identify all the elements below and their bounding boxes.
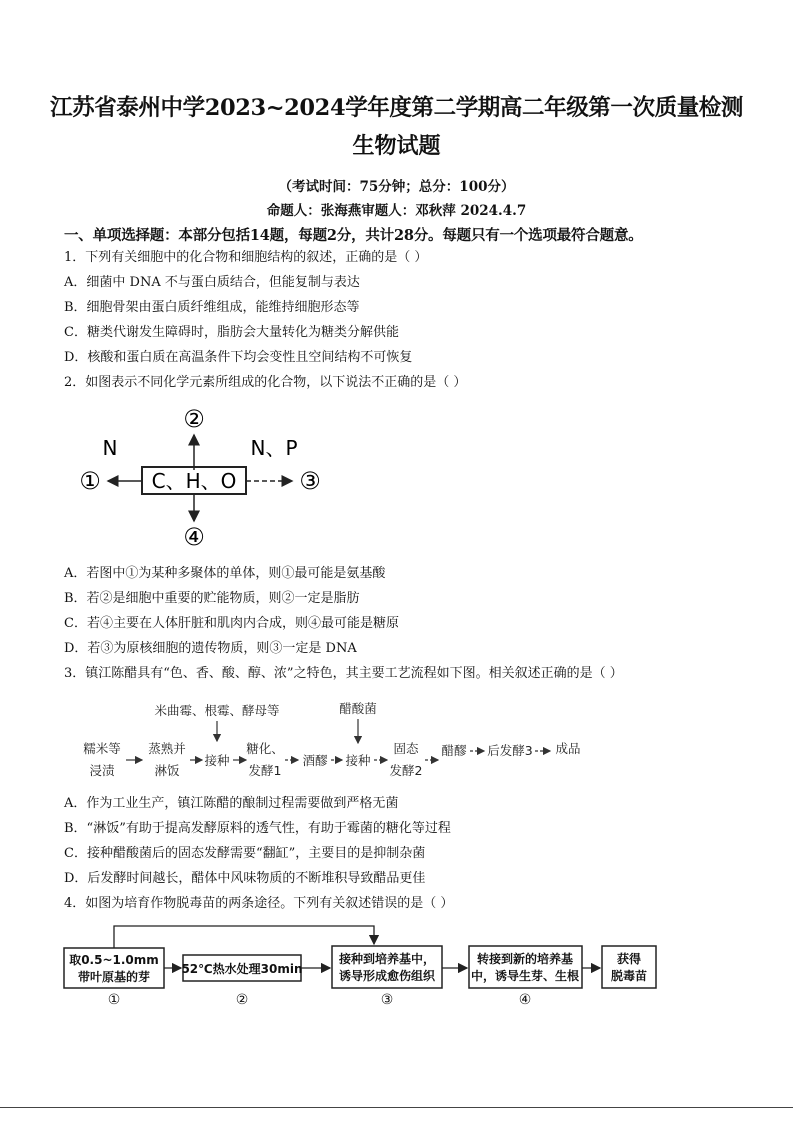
question-1-option-d: D．核酸和蛋白质在高温条件下均会变性且空间结构不可恢复 (64, 350, 413, 365)
question-2-stem: 2．如图表示不同化学元素所组成的化合物，以下说法不正确的是（ ） (64, 375, 467, 390)
exam-title: 江苏省泰州中学2023~2024学年度第二学期高二年级第一次质量检测 (50, 95, 743, 121)
q3-step-9: 后发酵3 (487, 743, 533, 758)
q3-vinegar-process-flow (80, 697, 600, 787)
q3-step-6: 接种 (345, 753, 371, 768)
exam-authors: 命题人：张海燕审题人：邓秋萍 2024.4.7 (266, 203, 527, 219)
question-2-option-b: B．若②是细胞中重要的贮能物质，则②一定是脂肪 (64, 591, 360, 606)
q4-num-4: ④ (518, 992, 532, 1008)
q3-step-3: 接种 (204, 753, 230, 768)
q4-box-1-line1: 取0.5~1.0mm (69, 953, 159, 967)
q3-step-2b: 淋饭 (154, 763, 180, 778)
page-bottom-rule (0, 1107, 793, 1108)
q4-num-3: ③ (380, 992, 394, 1008)
q4-box-4-line1: 转接到新的培养基 (476, 952, 574, 966)
q2-element-diagram (70, 405, 330, 550)
q3-step-10: 成品 (555, 741, 581, 756)
question-2-option-a: A．若图中①为某种多聚体的单体，则①最可能是氨基酸 (64, 566, 386, 581)
q4-num-1: ① (107, 992, 121, 1008)
question-1-option-a: A．细菌中 DNA 不与蛋白质结合，但能复制与表达 (64, 275, 360, 290)
q3-step-7b: 发酵2 (389, 763, 423, 778)
q4-box-3-line1: 接种到培养基中， (338, 952, 436, 966)
q3-step-2a: 蒸熟并 (148, 741, 186, 756)
question-2-option-c: C．若④主要在人体肝脏和肌肉内合成，则④最可能是糖原 (64, 616, 399, 631)
question-3-option-b: B．“淋饭”有助于提高发酵原料的透气性，有助于霉菌的糖化等过程 (64, 821, 451, 836)
q4-detox-seedling-flow (62, 920, 662, 1020)
q3-step-8: 醋醪 (441, 743, 467, 758)
q3-top-left-label: 米曲霉、根霉、酵母等 (154, 703, 280, 718)
question-2-option-d: D．若③为原核细胞的遗传物质，则③一定是 DNA (64, 641, 357, 656)
question-3-stem: 3．镇江陈醋具有“色、香、酸、醇、浓”之特色，其主要工艺流程如下图。相关叙述正确的是（ ） (64, 666, 623, 681)
q2-center-label: C、H、O (151, 469, 237, 493)
q3-step-4a: 糖化、 (246, 741, 284, 756)
question-4-stem: 4．如图为培育作物脱毒苗的两条途径。下列有关叙述错误的是（ ） (64, 896, 454, 911)
q2-node-2: ② (183, 405, 205, 433)
question-1-option-b: B．细胞骨架由蛋白质纤维组成，能维持细胞形态等 (64, 300, 360, 315)
q2-node-4: ④ (183, 523, 205, 550)
q4-box-1-line2: 带叶原基的芽 (77, 970, 151, 984)
q2-label-right: N、P (250, 436, 298, 460)
exam-subject: 生物试题 (352, 133, 441, 159)
exam-time-info: （考试时间：75分钟；总分：100分） (278, 179, 515, 195)
q4-box-2-text: 52℃热水处理30min (181, 962, 303, 976)
q4-box-5-line1: 获得 (616, 952, 642, 966)
q3-step-1b: 浸渍 (89, 763, 115, 778)
q4-num-2: ② (235, 992, 249, 1008)
question-1-option-c: C．糖类代谢发生障碍时，脂肪会大量转化为糖类分解供能 (64, 325, 399, 340)
question-3-option-c: C．接种醋酸菌后的固态发酵需要“翻缸”，主要目的是抑制杂菌 (64, 846, 426, 861)
question-1-stem: 1．下列有关细胞中的化合物和细胞结构的叙述，正确的是（ ） (64, 250, 428, 265)
q3-step-1a: 糯米等 (83, 741, 121, 756)
q3-step-4b: 发酵1 (248, 763, 282, 778)
q3-step-7a: 固态 (393, 741, 419, 756)
section-heading: 一、单项选择题：本部分包括14题，每题2分，共计28分。每题只有一个选项最符合题意。 (64, 227, 643, 244)
question-3-option-d: D．后发酵时间越长，醋体中风味物质的不断堆积导致醋品更佳 (64, 871, 426, 886)
q4-box-3-line2: 诱导形成愈伤组织 (338, 969, 436, 983)
q3-top-right-label: 醋酸菌 (339, 701, 377, 716)
q3-step-5: 酒醪 (302, 753, 328, 768)
q4-box-4-line2: 中，诱导生芽、生根 (470, 969, 580, 983)
q2-label-left: N (102, 436, 118, 460)
question-3-option-a: A．作为工业生产，镇江陈醋的酿制过程需要做到严格无菌 (64, 796, 399, 811)
q4-box-5-line2: 脱毒苗 (610, 969, 648, 983)
q2-node-3: ③ (299, 467, 321, 495)
q2-node-1: ① (79, 467, 101, 495)
